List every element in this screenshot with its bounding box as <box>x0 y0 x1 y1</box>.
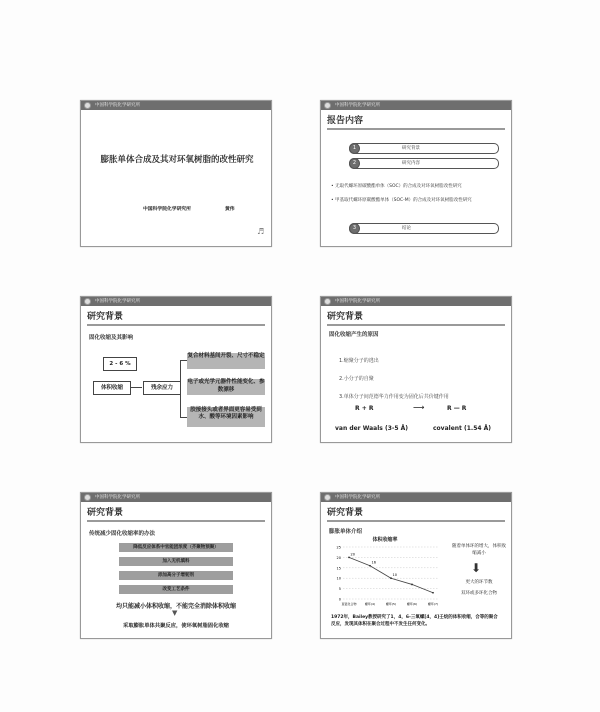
slide-subtitle: 固化收缩产生的原因 <box>329 332 379 338</box>
effect-box-2: 电子或光学元器件性能变化、参数漂移 <box>187 379 265 395</box>
slide-header-bar <box>81 493 271 502</box>
bailey-caption: 1972年，Bailey教授研究了1，4，6-三氧螺[4，4]壬烷的体积收缩，合等的聚合反应，发现其体积在聚合过程中不发生任何变化。 <box>331 615 498 627</box>
larger-ring-note: 更大的环节数 <box>465 580 493 585</box>
slide-3[interactable] <box>80 296 272 443</box>
slide-header-bar <box>81 101 271 110</box>
data-point <box>348 557 350 559</box>
header-text: 中国科学院化学研究所 <box>95 495 140 500</box>
institute-logo-icon <box>84 298 91 305</box>
toc-label: 研究背景 <box>402 146 420 151</box>
method-bar: 改变工艺条件 <box>119 585 233 594</box>
toc-number: 1 <box>349 143 360 154</box>
branch-line <box>180 360 187 418</box>
y-tick-label: 25 <box>336 545 341 550</box>
method-bar: 降低反应体系中官能团浓度（齐聚物预聚） <box>119 543 233 552</box>
ring-note: 随着单体环的增大，体积收缩减小 <box>452 544 506 556</box>
effect-box-3: 胶接接头或者界面更容易受到水、酸等环境因素影响 <box>187 407 265 427</box>
arrow-line <box>130 387 142 388</box>
x-tick-label: 螺环(4) <box>364 602 376 606</box>
reason-item: 2.小分子的自聚 <box>339 376 374 382</box>
down-arrow-icon: ▼ <box>172 609 178 617</box>
slide-title: 研究背景 <box>327 505 505 522</box>
y-tick-label: 15 <box>336 566 341 571</box>
slide-header-bar <box>321 101 511 110</box>
bullet-item: • 甲基取代螺环原碳酸酯单体（SOC-M）的合成及对环氧树脂改性研究 <box>331 198 472 203</box>
data-label: 20 <box>350 552 355 557</box>
slide-title: 研究背景 <box>87 309 265 326</box>
toc-item-3[interactable] <box>349 223 499 234</box>
slide-subtitle: 固化收缩及其影响 <box>89 335 134 341</box>
header-text: 中国科学院化学研究所 <box>335 495 380 500</box>
data-point <box>432 592 434 594</box>
header-text: 中国科学院化学研究所 <box>335 299 380 304</box>
toc-label: 结论 <box>402 226 411 231</box>
slide-subtitle: 传统减少固化收缩率的办法 <box>89 531 156 537</box>
toc-label: 研究内容 <box>402 161 420 166</box>
conclusion-note: 均只能减小体积收缩，不能完全消除体积收缩 <box>115 603 236 610</box>
slide-6[interactable] <box>320 492 512 639</box>
slide-header-bar <box>81 297 271 306</box>
series-line <box>349 557 433 592</box>
percent-box: 2 - 6 % <box>103 357 137 371</box>
y-tick-label: 20 <box>336 555 341 560</box>
toc-number: 3 <box>349 223 360 234</box>
reaction-arrow-icon: ⟶ <box>413 403 425 412</box>
shrinkage-chart <box>327 533 447 611</box>
x-tick-label: 螺环(6) <box>406 602 418 606</box>
institute-logo-icon <box>324 298 331 305</box>
covalent-structure: R — R <box>447 405 467 412</box>
institute-logo-icon <box>84 102 91 109</box>
institute-logo-icon <box>324 494 331 501</box>
data-label: 16 <box>371 560 376 565</box>
down-arrow-icon: ⬇ <box>471 561 482 575</box>
reason-item: 3.单体分子间范德华力作用变为固化后共价键作用 <box>339 394 449 400</box>
x-tick-label: 螺环(7) <box>427 602 439 606</box>
reason-item: 1.缩聚分子的逃出 <box>339 358 379 364</box>
slide-2[interactable] <box>320 100 512 247</box>
slide-header-bar <box>321 493 511 502</box>
toc-item-1[interactable] <box>349 143 499 154</box>
slide-1[interactable] <box>80 100 272 247</box>
vdw-structure: R + R <box>355 405 374 412</box>
slide-title: 研究背景 <box>327 309 505 326</box>
slide-5[interactable] <box>80 492 272 639</box>
vdw-label: van der Waals (3-5 Å) <box>335 425 409 432</box>
effect-box-1: 复合材料基间开裂、尺寸不稳定 <box>187 353 265 369</box>
data-point <box>390 577 392 579</box>
institute-logo-icon <box>84 494 91 501</box>
slide-title: 报告内容 <box>327 113 505 130</box>
slide-subtitle: 膨胀单体介绍 <box>329 529 363 535</box>
x-tick-label: 螺环(5) <box>385 602 397 606</box>
volume-shrink-box: 体积收缩 <box>93 381 131 395</box>
method-bar: 添加高分子增韧剂 <box>119 571 233 580</box>
slide-title: 研究背景 <box>87 505 265 522</box>
bullet-item: • 无取代螺环原碳酸酯单体（SOC）的合成及对环氧树脂改性研究 <box>331 184 462 189</box>
data-point <box>411 584 413 586</box>
header-text: 中国科学院化学研究所 <box>95 299 140 304</box>
toc-item-2[interactable] <box>349 158 499 169</box>
slide-4[interactable] <box>320 296 512 443</box>
header-text: 中国科学院化学研究所 <box>335 103 380 108</box>
author-name: 黄伟 <box>225 207 235 212</box>
speaker-icon[interactable]: ♬ <box>257 227 265 236</box>
chart-title: 体积收缩率 <box>372 537 398 543</box>
y-tick-label: 0 <box>338 597 341 602</box>
slide-title: 膨胀单体合成及其对环氧树脂的改性研究 <box>100 155 254 165</box>
y-tick-label: 5 <box>338 587 341 592</box>
covalent-label: covalent (1.54 Å) <box>433 425 492 432</box>
solution-note: 采取膨胀单体共聚反应，使环氧树脂固化收缩 <box>123 623 229 629</box>
institute-logo-icon <box>324 102 331 109</box>
y-tick-label: 10 <box>336 576 341 581</box>
slide-header-bar <box>321 297 511 306</box>
residual-stress-box: 残余应力 <box>143 381 181 395</box>
data-label: 10 <box>392 573 397 578</box>
x-tick-label: 直链化合物 <box>341 602 357 606</box>
toc-number: 2 <box>349 158 360 169</box>
data-point <box>369 565 371 567</box>
institute-name: 中国科学院化学研究所 <box>143 207 191 212</box>
header-text: 中国科学院化学研究所 <box>95 103 140 108</box>
bicyclic-note: 双环或多环化合物 <box>461 591 497 596</box>
method-bar: 加入无机填料 <box>119 557 233 566</box>
